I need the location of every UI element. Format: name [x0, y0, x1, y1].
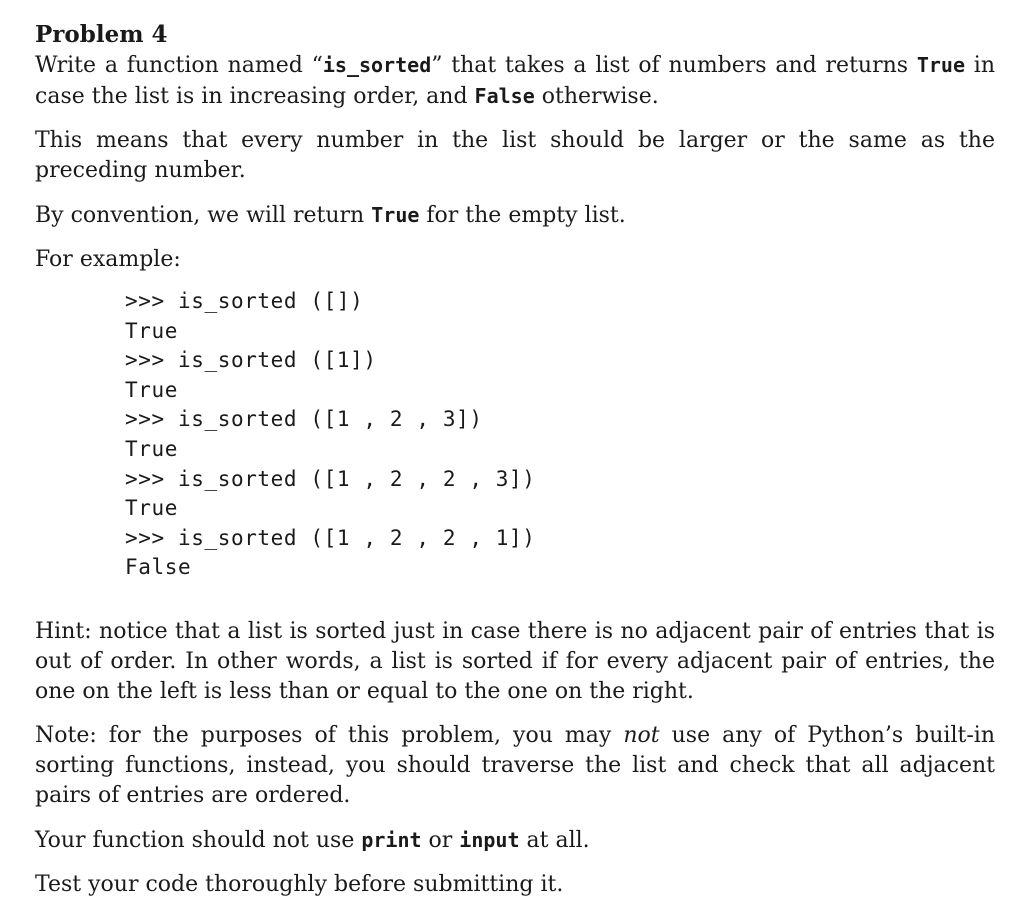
restriction-paragraph: [35, 825, 995, 856]
note-emphasis: not: [623, 722, 660, 748]
convention-true-keyword: True: [371, 203, 420, 227]
true-keyword: True: [916, 53, 966, 77]
print-keyword: print: [361, 827, 422, 852]
example-result: True: [125, 377, 178, 402]
example-call: >>> is_sorted ([1]): [125, 348, 377, 373]
problem-document: [35, 20, 995, 900]
problem-title: Problem 4: [35, 21, 168, 48]
input-keyword: input: [459, 827, 520, 852]
intro-text-2: ” that takes a list of numbers and returns: [431, 53, 917, 78]
hint-paragraph: Hint: notice that a list is sorted just in case there is no adjacent pair of entries that is out of order. In other words, a list is sorted if for every adjacent pair of entries, the one on the left is less than or equal to the one on the right.: [35, 618, 995, 704]
example-call: >>> is_sorted ([1 , 2 , 3]): [125, 407, 483, 432]
example-result: True: [125, 318, 178, 343]
convention-paragraph: [35, 200, 995, 231]
example-result: False: [125, 555, 192, 580]
intro-text-4: otherwise.: [534, 84, 659, 109]
function-name: is_sorted: [322, 53, 432, 77]
restriction-text-1: Your function should not use: [35, 827, 362, 853]
example-call: >>> is_sorted ([]): [125, 289, 364, 313]
example-call: >>> is_sorted ([1 , 2 , 2 , 3]): [125, 466, 536, 491]
for-example-label: For example:: [35, 247, 181, 272]
example-call: >>> is_sorted ([1 , 2 , 2 , 1]): [125, 525, 536, 550]
example-result: True: [125, 496, 178, 521]
note-paragraph: [35, 721, 995, 811]
restriction-text-3: at all.: [519, 827, 590, 853]
example-result: True: [125, 436, 178, 461]
problem-intro: [35, 50, 995, 112]
convention-text-2: for the empty list.: [419, 203, 626, 228]
test-paragraph: Test your code thoroughly before submitting it.: [35, 871, 564, 897]
note-text-2: use any of Python’s built-in sorting functions, instead, you should traverse the list and check that all adjacent pairs of entries are ordered.: [35, 722, 995, 808]
intro-text-3: in case the list is in increasing order, and: [35, 53, 996, 109]
example-code-block: [125, 287, 995, 583]
restriction-text-2: or: [421, 827, 460, 853]
note-text-1: Note: for the purposes of this problem, you may: [35, 722, 624, 748]
intro-text-1: Write a function named “: [35, 53, 323, 78]
convention-text-1: By convention, we will return: [35, 203, 372, 228]
meaning-paragraph: This means that every number in the list should be larger or the same as the preceding number.: [35, 128, 995, 183]
false-keyword: False: [474, 84, 535, 108]
